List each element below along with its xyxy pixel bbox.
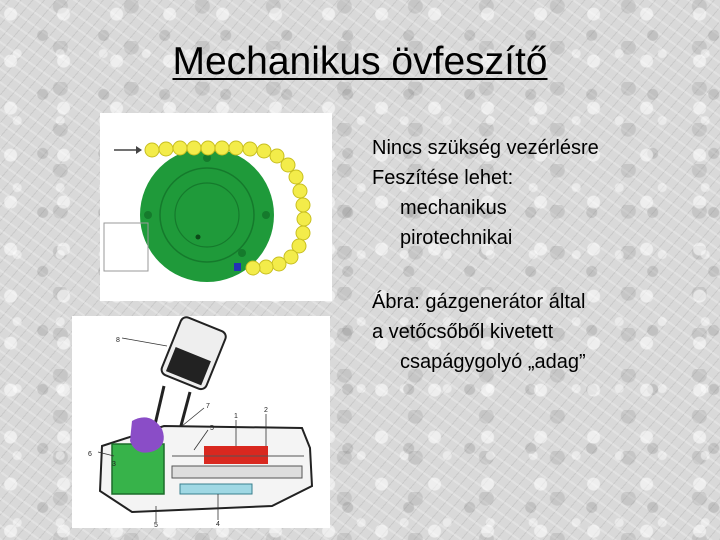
- label-7: 7: [206, 403, 210, 410]
- label-1: 1: [234, 413, 238, 420]
- red-chamber: [204, 446, 268, 464]
- purple-spool: [130, 417, 164, 452]
- slide-text: [372, 133, 712, 377]
- caption-line-2: a vetőcsőből kivetett: [372, 321, 554, 343]
- green-mechanism: [112, 444, 164, 494]
- label-5: 5: [210, 425, 214, 432]
- bullet-line-3: mechanikus: [400, 197, 507, 219]
- caption-line-3: csapágygolyó „adag”: [400, 351, 586, 373]
- label-5b: 5: [154, 522, 158, 528]
- label-2: 2: [264, 407, 268, 414]
- tensioner-diagram: [100, 113, 332, 301]
- piston-block: [234, 263, 241, 271]
- bullet-line-4: pirotechnikai: [400, 227, 513, 249]
- bullet-line-1: Nincs szükség vezérlésre: [372, 137, 599, 159]
- label-3: 3: [112, 461, 116, 468]
- bullet-line-2: Feszítése lehet:: [372, 167, 514, 189]
- gas-generator-diagram: [72, 316, 330, 528]
- label-6: 6: [88, 451, 92, 458]
- label-4: 4: [216, 521, 220, 528]
- caption-line-1: Ábra: gázgenerátor által: [372, 291, 586, 313]
- slide-title: Mechanikus övfeszítő: [172, 40, 548, 83]
- label-8: 8: [116, 337, 120, 344]
